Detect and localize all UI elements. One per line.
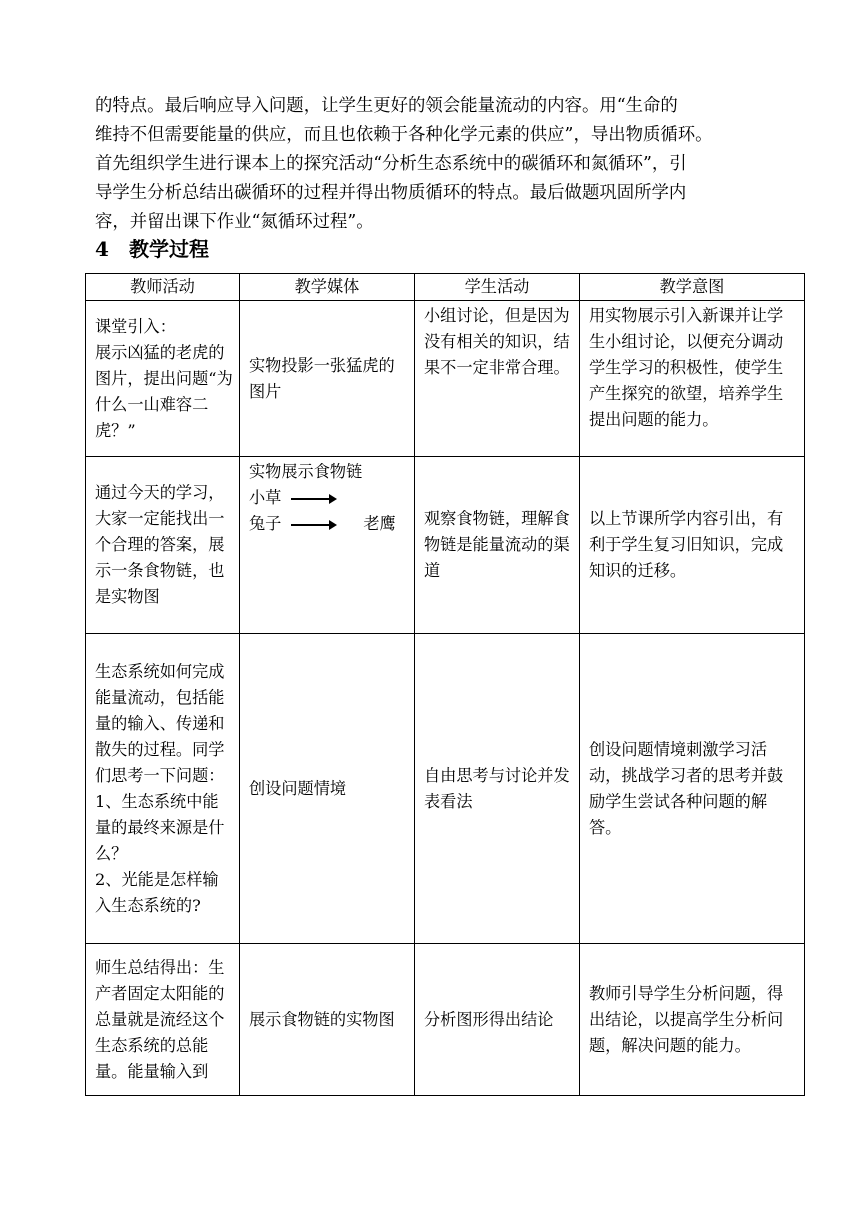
- student-activity-cell: 自由思考与讨论并发表看法: [415, 634, 580, 944]
- section-number: 4: [95, 237, 109, 261]
- section-title: 教学过程: [129, 237, 209, 261]
- intro-line: 首先组织学生进行课本上的探究活动“分析生态系统中的碳循环和氮循环”，引: [95, 154, 687, 174]
- teaching-process-table: [85, 273, 805, 1096]
- teacher-activity-cell: [86, 301, 240, 457]
- header-teaching-media: 教学媒体: [240, 274, 415, 301]
- cell-line: 1、生态系统中能量的最终来源是什么？: [95, 791, 225, 863]
- intro-line: 维持不但需要能量的供应，而且也依赖于各种化学元素的供应”，导出物质循环。: [95, 125, 713, 145]
- intent-cell: 教师引导学生分析问题，得出结论，以提高学生分析问题，解决问题的能力。: [580, 944, 805, 1096]
- cell-line: 课堂引入：: [95, 316, 176, 336]
- teacher-activity-cell: 通过今天的学习，大家一定能找出一个合理的答案，展示一条食物链，也是实物图: [86, 457, 240, 634]
- student-activity-cell: 分析图形得出结论: [415, 944, 580, 1096]
- header-teacher-activity: 教师活动: [86, 274, 240, 301]
- header-student-activity: 学生活动: [415, 274, 580, 301]
- media-cell: 创设问题情境: [240, 634, 415, 944]
- intro-line: 导学生分析总结出碳循环的过程并得出物质循环的特点。最后做题巩固所学内: [95, 183, 687, 203]
- table-row: [86, 634, 805, 944]
- arrow-icon: [291, 498, 335, 500]
- media-cell: 展示食物链的实物图: [240, 944, 415, 1096]
- intent-cell: 用实物展示引入新课并让学生小组讨论，以便充分调动学生学习的积极性，使学生产生探究的欲望，培养学生提出问题的能力。: [580, 301, 805, 457]
- food-chain-row: [249, 485, 408, 511]
- table-header-row: [86, 274, 805, 301]
- cell-line: 生态系统如何完成能量流动，包括能量的输入、传递和散失的过程。同学们思考一下问题：: [95, 661, 225, 785]
- section-heading: [95, 233, 209, 262]
- table-row: [86, 457, 805, 634]
- teacher-activity-cell: 师生总结得出：生产者固定太阳能的总量就是流经这个生态系统的总能量。能量输入到: [86, 944, 240, 1096]
- arrow-icon: [291, 524, 335, 526]
- header-teaching-intent: 教学意图: [580, 274, 805, 301]
- student-activity-cell: 观察食物链，理解食物链是能量流动的渠道: [415, 457, 580, 634]
- food-chain-eagle: 老鹰: [363, 514, 396, 533]
- student-activity-cell: 小组讨论，但是因为没有相关的知识，结果不一定非常合理。: [415, 301, 580, 457]
- media-cell: 实物投影一张猛虎的图片: [240, 301, 415, 457]
- cell-text: 展示凶猛的老虎的图片，提出问题“为什么一山难容二虎？”: [95, 342, 233, 440]
- intent-cell: 创设问题情境刺激学习活动，挑战学习者的思考并鼓励学生尝试各种问题的解答。: [580, 634, 805, 944]
- intro-line: 的特点。最后响应导入问题，让学生更好的领会能量流动的内容。用“生命的: [95, 96, 678, 116]
- intent-cell: 以上节课所学内容引出，有利于学生复习旧知识，完成知识的迁移。: [580, 457, 805, 634]
- intro-paragraph: [95, 92, 775, 237]
- food-chain-rabbit: 兔子: [249, 514, 282, 533]
- table-row: [86, 944, 805, 1096]
- teacher-activity-cell: [86, 634, 240, 944]
- food-chain-grass: 小草: [249, 488, 282, 507]
- intro-line: 容，并留出课下作业“氮循环过程”。: [95, 212, 374, 232]
- food-chain-caption: 实物展示食物链: [249, 462, 363, 481]
- table-row: [86, 301, 805, 457]
- cell-line: 2、光能是怎样输入生态系统的?: [95, 869, 219, 915]
- food-chain-row: [249, 511, 408, 537]
- media-cell: [240, 457, 415, 634]
